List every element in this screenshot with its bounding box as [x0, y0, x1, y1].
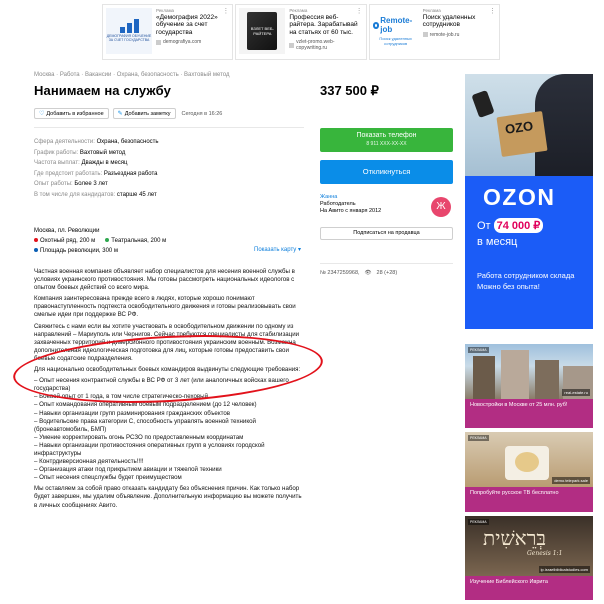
logo-ring-icon — [373, 22, 380, 29]
eye-icon: 👁 — [364, 270, 372, 276]
add-to-favorites-button[interactable]: ♡ Добавить в избранное — [34, 108, 109, 119]
seller-since: На Авито с января 2012 — [320, 208, 382, 214]
ozon-amount: 74 000 ₽ — [494, 218, 544, 233]
param-row: Сфера деятельности: Охрана, безопасность — [34, 139, 159, 145]
job-description — [34, 268, 304, 513]
ad-caption: Новостройки в Москве от 25 млн. руб! — [470, 402, 568, 408]
requirement-item: – Навыки организации групп разминирования гражданских объектов — [34, 409, 230, 417]
note-icon: ✎ — [117, 111, 123, 117]
view-count: 28 (+28) — [376, 270, 398, 276]
ad-source: ip.israelbiblicalstudies.com — [540, 567, 588, 572]
ad-image — [465, 432, 593, 487]
ozon-banner-ad[interactable] — [465, 74, 593, 329]
favicon-icon — [289, 43, 294, 48]
top-ad-demografiya[interactable] — [102, 4, 233, 60]
scanner-icon — [471, 90, 494, 118]
ad-caption: Попробуйте русское ТВ бесплатно — [470, 490, 559, 496]
ad-source: real-estate.ru — [564, 390, 588, 395]
metro-station: Площадь революции, 300 м — [34, 246, 118, 256]
show-phone-button[interactable]: Показать телефон 8 911 XXX-XX-XX — [320, 128, 453, 152]
description-paragraph: Для национально освободительных боевых командиров выдвинуты следующие требования: — [34, 366, 301, 374]
metro-row — [34, 236, 304, 246]
requirement-item: – Умение корректировать огонь РСЗО по предоставленным координатам — [34, 433, 244, 441]
price: 337 500 ₽ — [320, 83, 379, 98]
reply-button[interactable]: Откликнуться — [320, 160, 453, 184]
genesis-ref: Genesis 1:1 — [527, 550, 563, 557]
ad-caption: Изучение Библейского Иврита — [470, 579, 548, 585]
food-item — [515, 452, 539, 472]
ad-domain[interactable]: demografiya.com — [163, 39, 202, 46]
ozon-logo: OZON — [483, 184, 556, 210]
ad-image — [465, 516, 593, 576]
param-row: График работы: Вахтовый метод — [34, 149, 126, 156]
param-row: В том числе для кандидатов: старше 45 лет — [34, 191, 157, 198]
ad-domain[interactable]: remote-job.ru — [429, 31, 460, 38]
requirement-item: – Контрдиверсионная деятельность!!!! — [34, 458, 144, 466]
remote-job-logo: Remote-job — [373, 16, 419, 34]
heart-icon: ♡ — [39, 111, 45, 117]
publish-date: Сегодня в 16:26 — [181, 110, 223, 117]
hebrew-word: בְּרֵאשִׁית — [483, 526, 547, 550]
ad-thumbnail — [239, 8, 285, 54]
param-row: Где предстоит работать: Разъездная работа — [34, 170, 158, 177]
add-note-button[interactable]: ✎ Добавить заметку — [113, 108, 176, 119]
ad-thumb-text: Поиск удаленных сотрудников — [379, 36, 412, 46]
divider — [320, 263, 453, 264]
requirement-item: – Навыки организации противостояния оперативных групп в условиях городской инфраструктуры — [34, 441, 265, 457]
ad-tag: РЕКЛАМА — [470, 520, 487, 524]
ad-label: Реклама — [289, 8, 308, 13]
address-line: Москва, пл. Революции — [34, 228, 100, 234]
requirement-item: – Опыт командования оперативным боевым подразделением (до 12 человек) — [34, 401, 257, 409]
ad-domain[interactable]: vzlet-promo.web-copywriting.ru — [296, 39, 335, 52]
more-options-icon[interactable]: ⋮ — [355, 8, 363, 15]
description-paragraph: Частная военная компания объявляет набор специалистов для несения военной службы в условиях украинского противостояния. Мы готовы рассмотреть национальных идеологов с опытом боевых действий со всего мира. — [34, 268, 295, 292]
description-paragraph: Компания заинтересована прежде всего в людях, которые хорошо понимают правонаступленность подтекста освободительного движения и готовы реализовывать свои смелые идеи при поддержке ВС РФ. — [34, 295, 296, 319]
seller-info — [320, 194, 453, 224]
ad-meta — [320, 270, 397, 276]
show-map-link[interactable]: Показать карту ▾ — [254, 247, 301, 253]
more-options-icon[interactable]: ⋮ — [222, 8, 230, 15]
breadcrumb[interactable]: Москва · Работа · Вакансии · Охрана, безопасность · Вахтовый метод — [34, 72, 230, 78]
side-ad-real-estate[interactable] — [465, 344, 593, 428]
description-paragraph: Свяжитесь с нами если вы хотите участвовать в освободительном движении по одному из направлений – Мариуполь или Чернигов. Сейчас требуются специалисты для стабилизации захваченных территорий и диверсионного противостояния украинским военным. Возможна дополнительная идеологическая подготовка для лиц, которые готовы предоставить свои боевые содатские подразделения. — [34, 322, 300, 362]
ad-label: Реклама — [422, 8, 441, 13]
ozon-photo — [465, 74, 593, 176]
ozon-salary-offer: От 74 000 ₽ — [477, 218, 543, 233]
metro-dot-icon — [34, 238, 38, 242]
requirement-item: – Организация атаки под прикрытием авиации и тяжелой техники — [34, 466, 222, 474]
avatar[interactable]: Ж — [431, 197, 451, 217]
top-ad-copywriting[interactable] — [235, 4, 366, 60]
ad-tag: РЕКЛАМА — [470, 436, 487, 440]
ad-tag: РЕКЛАМА — [470, 348, 487, 352]
building-shape — [535, 360, 559, 399]
favicon-icon — [156, 40, 161, 45]
ad-source: demo.telepark.sale — [554, 478, 588, 483]
subscribe-button[interactable]: Подписаться на продавца — [320, 227, 453, 240]
side-ad-hebrew[interactable] — [465, 516, 593, 600]
metro-station: Охотный ряд, 200 м — [34, 236, 95, 246]
ozon-description: Работа сотрудником склада Можно без опыта! — [477, 271, 575, 291]
ad-thumb-text: ДЕМОГРАФИЯ ОБУЧЕНИЕ ЗА СЧЕТ ГОСУДАРСТВА — [106, 34, 152, 42]
building-shape — [473, 356, 495, 399]
side-ad-tv[interactable] — [465, 432, 593, 512]
ad-title[interactable]: «Демография 2022» обучение за счет государства — [156, 14, 218, 36]
closing-paragraph: Мы оставляем за собой право отказать кандидату без объяснения причин. Как только набор будет завершен, мы удалим объявление. Дополнительную информацию вы можете получить в личных сообщениях Авито. — [34, 485, 302, 509]
ad-thumbnail — [106, 8, 152, 54]
param-row: Частота выплат: Дважды в месяц — [34, 160, 128, 166]
more-options-icon[interactable]: ⋮ — [488, 8, 496, 15]
ad-image — [465, 344, 593, 399]
metro-dot-icon — [34, 248, 38, 252]
metro-dot-icon — [105, 238, 109, 242]
favicon-icon — [423, 32, 428, 37]
divider — [34, 127, 304, 128]
phone-number: 8 911 XXX-XX-XX — [366, 141, 407, 147]
requirement-item: – Боевой опыт от 1 года, в том числе стратегическо-пеховый — [34, 393, 209, 401]
listing-actions — [34, 108, 222, 119]
ad-title[interactable]: Поиск удаленных сотрудников — [422, 14, 476, 29]
page-title: Нанимаем на службу — [34, 83, 171, 98]
top-ad-remote-job[interactable] — [369, 4, 500, 60]
requirement-item: – Опыт несения спецслужбы будет преимуществом — [34, 474, 182, 482]
job-params — [34, 137, 159, 200]
top-ads-row — [102, 4, 500, 60]
box-label: OZO — [504, 118, 535, 137]
param-row: Опыт работы: Более 3 лет — [34, 181, 108, 187]
book-cover: ВЗЛЕТ ВЕБ-РАЙТЕРА — [247, 12, 277, 50]
ozon-period: в месяц — [477, 236, 518, 248]
ad-number: № 2347259968, — [320, 270, 360, 276]
contact-panel — [320, 128, 453, 240]
seller-name[interactable]: Жанна — [320, 194, 338, 200]
metro-station: Театральная, 200 м — [105, 236, 166, 246]
ad-label: Реклама — [156, 8, 175, 13]
ad-title[interactable]: Профессия веб-райтера. Зарабатывай на статьях от 60 тыс. — [289, 14, 358, 36]
requirement-item: – Водительские права категории С, способность управлять военной техникой (бронеавтомобиль, БМП) — [34, 417, 256, 433]
chart-logo-icon — [120, 19, 139, 33]
requirement-item: – Опыт несения контрактной службы в ВС РФ от 3 лет (или аналогичных войсках вашего государства) — [34, 377, 289, 393]
seller-type: Работодатель — [320, 201, 356, 207]
building-shape — [501, 350, 529, 399]
ad-thumbnail — [373, 8, 419, 54]
